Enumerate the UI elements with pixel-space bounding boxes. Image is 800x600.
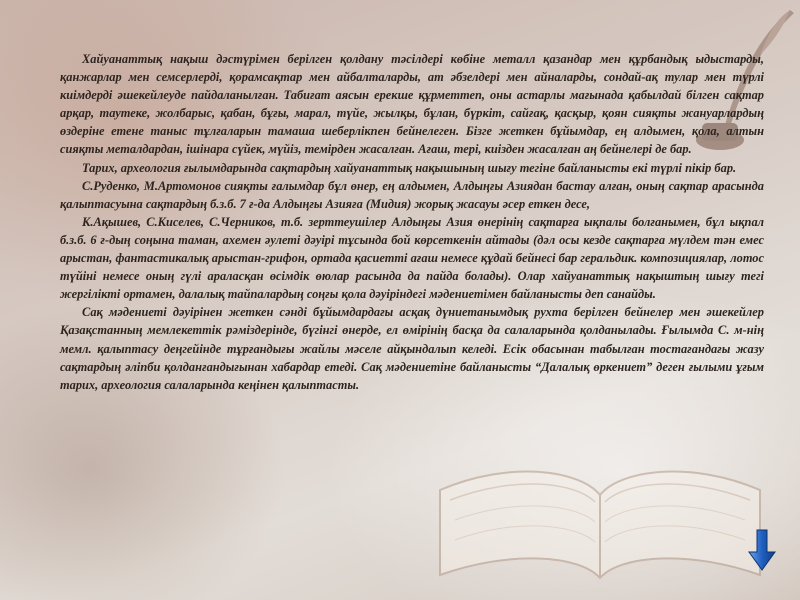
paragraph: Тарих, археология ғылымдарында сақтардың хайуанаттық нақышының шығу тегіне байланысты екі түрлі пікір бар. bbox=[82, 160, 737, 175]
paragraph: К.Ақышев, С.Киселев, С.Черников, т.б. зерттеушілер Алдыңғы Азия өнерінің сақтарға ықпалы болғанымен, бұл ықпал б.з.б. 6 ғ-дың соңына таман, ахемен әулеті дәуірі тұсында бой көрсеткенін айтады (дәл осы кезде сақтарға мүлдем тән емес арыстан, фантастикалық арыстан-грифон, ортада қасиетті ағаш немесе құдай бейнесі бар геральдик. композициялар, лотос түйіні немесе оның гүлі араласқан өсімдік өюлар расында да пайда болады). Олар хайуанаттық нақыштың шығу тегі жергілікті ортамен, далалық тайпалардың соңғы қола дәуіріндегі мәдениетімен байланысты деп санайды. bbox=[60, 214, 764, 302]
slide-text bbox=[60, 50, 764, 394]
arrow-down-icon[interactable] bbox=[748, 528, 776, 572]
paragraph: Хайуанаттық нақыш дәстүрімен берілген қолдану тәсілдері көбіне металл қазандар мен құрбандық ыдыстарды, қанжарлар мен семсерлерді, қорамсақтар мен айбалталарды, ат әбзелдері мен айналарды, сондай-ақ тулар мен түрлі киімдерді әшекейлеуде пайдаланылған. Табиғат аясын ерекше құрметтеп, оны астарлы мағынада қабылдай білген сақтар арқар, таутеке, жолбарыс, қабан, бұғы, марал, түйе, жылқы, бұлан, бүркіт, сайғақ, қасқыр, қоян сияқты жануарлардың өздеріне етене таныс тұлғаларын тамаша шеберлікпен бейнелеген. Бізге жеткен бұйымдар, ең алдымен, қола, алтын сияқты металдардан, ішінара сүйек, мүйіз, темірден жасалған. Ағаш, тері, киізден жасалған аң бейнелері де бар. bbox=[60, 52, 764, 157]
open-book-icon bbox=[420, 400, 780, 590]
paragraph: С.Руденко, М.Артомонов сияқты ғалымдар бұл өнер, ең алдымен, Алдыңғы Азиядан бастау алған, оның сақтар арасында қалыптасуына сақтардың б.з.б. 7 ғ-да Алдыңғы Азияға (Мидия) жорық жасауы әсер еткен десе, bbox=[60, 178, 764, 211]
paragraph: Сақ мәдениеті дәуірінен жеткен сәнді бұйымдардағы асқақ дүниетанымдық рухта берілген бейнелер мен әшекейлер Қазақстанның мемлекеттік рәміздерінде, бүгінгі өнерде, ел өмірінің басқа да салаларында қолданылады. Ғылымда С. м-нің мемл. қалыптасу деңгейінде тұрғандығы жайлы мәселе айқындалып келеді. Есік обасынан табылған тостағандағы жазу сақтардың әліпби қолданғандығынан хабардар етеді. Сақ мәдениетіне байланысты “Далалық өркениет” деген ғылыми ұғым тарих, археология салаларында кеңінен қалыптасты. bbox=[60, 305, 764, 392]
